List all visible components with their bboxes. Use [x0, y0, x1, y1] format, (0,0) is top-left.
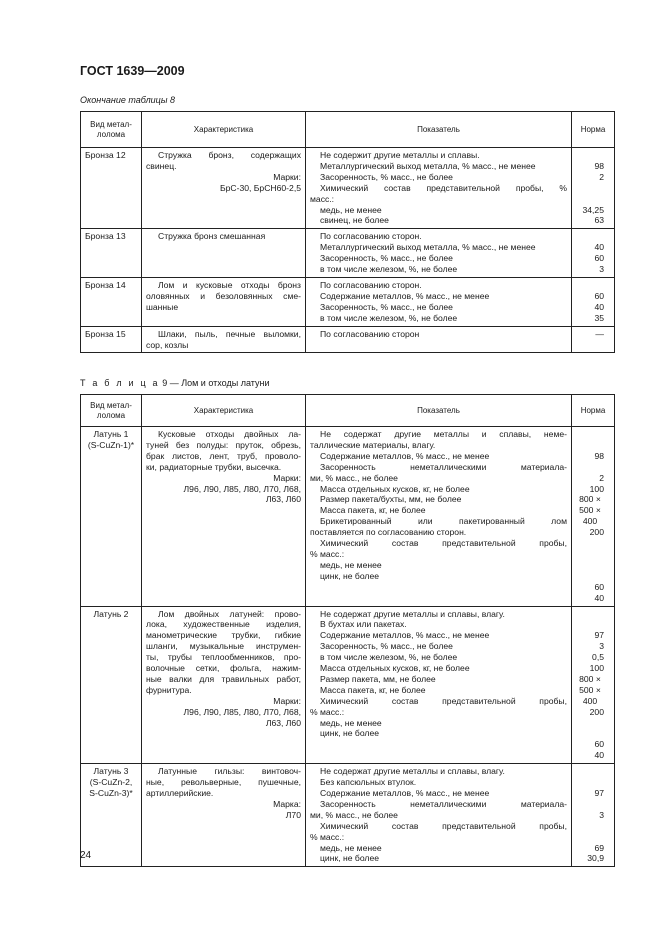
- doc-title: ГОСТ 1639—2009: [80, 64, 185, 78]
- text-line: Л96, Л90, Л85, Л80, Л70, Л68,: [183, 483, 301, 494]
- text-line: По согласованию сторон: [320, 328, 420, 339]
- text-line: в том числе железом, %, не более: [320, 652, 458, 663]
- text-line: Латунь 3: [93, 766, 129, 777]
- text-line: 2: [599, 171, 604, 182]
- cell-norm: [572, 148, 615, 229]
- text-line: Химический состав представительной пробы,: [320, 695, 567, 706]
- text-line: Л70: [285, 809, 301, 820]
- cell-indicator: [306, 148, 572, 229]
- text-line: [576, 718, 610, 729]
- table9-body: [81, 427, 615, 867]
- cell-indicator: [306, 764, 572, 867]
- text-line: Л96, Л90, Л85, Л80, Л70, Л68,: [183, 706, 301, 717]
- text-line: 100: [589, 663, 604, 674]
- text-line: Засоренность, % масс., не более: [320, 253, 453, 264]
- table-row: [81, 606, 615, 764]
- text-line: Металлургический выход металла, % масс., не менее: [320, 160, 536, 171]
- text-line: 60: [594, 253, 604, 264]
- text-line: 0,5: [592, 652, 604, 663]
- table-8: [80, 111, 615, 353]
- text-line: цинк, не более: [320, 570, 380, 581]
- col-header-char: Характеристика: [142, 112, 306, 148]
- text-line: 40: [594, 301, 604, 312]
- text-line: Марка:: [273, 798, 301, 809]
- text-line: 40: [594, 592, 604, 603]
- text-line: свинец, не более: [320, 215, 389, 226]
- cell-kind: Бронза 14: [81, 277, 142, 326]
- text-line: Л63, Л60: [265, 717, 301, 728]
- text-line: Стружка бронз, содержащих: [158, 150, 301, 160]
- text-line: Марки:: [273, 472, 301, 483]
- text-line: 35: [594, 312, 604, 323]
- text-line: Засоренность неметаллическими материала-: [320, 461, 567, 472]
- col-header-char: Характеристика: [142, 395, 306, 427]
- text-line: Содержание металлов, % масс., не менее: [320, 788, 490, 798]
- text-line: 30,9: [587, 853, 604, 864]
- text-line: масс.:: [310, 193, 335, 204]
- cell-norm: [572, 764, 615, 867]
- text-line: По согласованию сторон.: [320, 231, 422, 242]
- text-line: [576, 609, 610, 620]
- text-line: [576, 799, 610, 810]
- text-line: [576, 440, 610, 451]
- cell-indicator: [306, 229, 572, 278]
- text-line: Масса отдельных кусков, кг, не более: [320, 483, 470, 494]
- table-row: [81, 427, 615, 607]
- text-line: брак листов, лент, труб, проволо-: [146, 450, 301, 461]
- text-line: [576, 429, 610, 440]
- text-line: Содержание металлов, % масс., не менее: [320, 630, 490, 641]
- text-line: шланги, музыкальные инструмен-: [146, 641, 301, 652]
- text-line: 69: [594, 842, 604, 853]
- text-line: 97: [594, 788, 604, 798]
- text-line: 3: [599, 641, 604, 652]
- col-header-norm: Норма: [572, 395, 615, 427]
- text-line: Без капсюльных втулок.: [320, 777, 417, 788]
- col-header-ind: Показатель: [306, 112, 572, 148]
- cell-kind: [81, 606, 142, 764]
- text-line: лока, художественные изделия,: [146, 619, 301, 630]
- text-line: цинк, не более: [320, 853, 380, 864]
- text-line: 63: [594, 215, 604, 226]
- text-line: 98: [594, 450, 604, 461]
- text-line: По согласованию сторон.: [320, 279, 422, 290]
- text-line: Стружка бронз смешанная: [158, 231, 266, 242]
- text-line: Химический состав представительной пробы,: [320, 538, 567, 549]
- text-line: [576, 280, 610, 291]
- text-line: цинк, не более: [320, 728, 380, 739]
- text-line: [576, 462, 610, 473]
- text-line: 40: [594, 750, 604, 761]
- text-line: S-CuZn-3)*: [89, 788, 133, 798]
- text-line: Химический состав представительной пробы, %: [320, 182, 567, 193]
- text-line: Засоренность, % масс., не более: [320, 171, 453, 182]
- text-line: [576, 538, 610, 549]
- text-line: Масса пакета, кг, не более: [320, 684, 426, 695]
- text-line: сор, козлы: [146, 339, 189, 350]
- text-line: 60: [594, 581, 604, 592]
- text-line: поставляется по согласованию сторон.: [310, 527, 467, 538]
- cell-indicator: [306, 606, 572, 764]
- text-line: 60: [594, 290, 604, 301]
- text-line: (S-CuZn-2,: [89, 777, 133, 788]
- text-line: оловянных и безоловянных сме-: [146, 290, 301, 301]
- text-line: Металлургический выход металла, % масс., не менее: [320, 242, 536, 253]
- cell-indicator: [306, 326, 572, 353]
- text-line: 3: [599, 264, 604, 275]
- cell-norm: [572, 427, 615, 607]
- text-line: [576, 777, 610, 788]
- text-line: манометрические трубки, гибкие: [146, 630, 301, 641]
- text-line: Масса отдельных кусков, кг, не более: [320, 663, 470, 674]
- table-row: [81, 148, 615, 229]
- text-line: ки, радиаторные трубки, высечка.: [146, 461, 282, 472]
- text-line: 200: [589, 706, 604, 717]
- cell-kind: Бронза 12: [81, 148, 142, 229]
- text-line: в том числе железом, %, не более: [320, 264, 458, 275]
- text-line: туней без полуды: пруток, обрезь,: [146, 439, 301, 450]
- text-line: Лом двойных латуней: прово-: [158, 608, 301, 619]
- text-line: 100: [589, 483, 604, 494]
- cell-norm: [572, 277, 615, 326]
- text-line: 40: [594, 242, 604, 253]
- table-row: [81, 229, 615, 278]
- text-line: Лом и кусковые отходы бронз: [158, 279, 301, 290]
- col-header-kind: Вид метал- лолома: [81, 112, 142, 148]
- text-line: Марки:: [273, 695, 301, 706]
- text-line: свинец.: [146, 160, 177, 171]
- cell-indicator: [306, 277, 572, 326]
- text-line: ми, % масс., не более: [310, 809, 398, 820]
- text-line: [576, 194, 610, 205]
- text-line: 800 × 500 × 400: [579, 673, 601, 706]
- text-line: ные, револьверные, пушечные,: [146, 777, 301, 788]
- text-line: медь, не менее: [320, 717, 382, 728]
- col-header-kind: Вид метал- лолома: [81, 395, 142, 427]
- table-9: [80, 394, 615, 867]
- text-line: % масс.:: [310, 831, 345, 842]
- text-line: Не содержат другие металлы и сплавы, влагу.: [320, 608, 505, 619]
- text-line: 3: [599, 809, 604, 820]
- text-line: % масс.:: [310, 706, 345, 717]
- text-line: Кусковые отходы двойных ла-: [158, 429, 301, 439]
- text-line: Засоренность, % масс., не более: [320, 301, 453, 312]
- text-line: 200: [589, 527, 604, 538]
- text-line: [576, 832, 610, 843]
- cell-characteristic: [142, 229, 306, 278]
- cell-kind: [81, 427, 142, 607]
- text-line: 98: [594, 160, 604, 171]
- text-line: Размер пакета/бухты, мм, не более: [320, 494, 462, 505]
- cell-norm: [572, 229, 615, 278]
- table-row: [81, 326, 615, 353]
- cell-characteristic: [142, 148, 306, 229]
- page-number: 24: [80, 850, 92, 861]
- text-line: Л63, Л60: [265, 494, 301, 505]
- text-line: медь, не менее: [320, 559, 382, 570]
- text-line: фурнитура.: [146, 684, 192, 695]
- text-line: в том числе железом, %, не более: [320, 312, 458, 323]
- text-line: ные валки для травильных работ,: [146, 673, 301, 684]
- text-line: медь, не менее: [320, 842, 382, 853]
- text-line: артиллерийские.: [146, 788, 214, 798]
- col-header-ind: Показатель: [306, 395, 572, 427]
- cell-norm: [572, 326, 615, 353]
- cell-kind: Бронза 13: [81, 229, 142, 278]
- text-line: % масс.:: [310, 548, 345, 559]
- text-line: медь, не менее: [320, 204, 382, 215]
- text-line: ми, % масс., не более: [310, 472, 398, 483]
- text-line: Не содержит другие металлы и сплавы.: [320, 150, 480, 160]
- text-line: 2: [599, 472, 604, 483]
- table-row: [81, 764, 615, 867]
- text-line: —: [595, 328, 604, 339]
- cell-indicator: [306, 427, 572, 607]
- text-line: Масса пакета, кг, не более: [320, 505, 426, 516]
- text-line: Химический состав представительной пробы,: [320, 820, 567, 831]
- cell-characteristic: [142, 764, 306, 867]
- text-line: [576, 728, 610, 739]
- text-line: 97: [594, 630, 604, 641]
- text-line: (S-CuZn-1)*: [87, 439, 135, 450]
- text-line: [576, 150, 610, 161]
- text-line: [576, 183, 610, 194]
- text-line: шанные: [146, 301, 179, 312]
- text-line: [576, 619, 610, 630]
- text-line: [576, 549, 610, 560]
- text-line: волочные сетки, фольга, нажим-: [146, 663, 301, 674]
- text-line: Латунь 1: [93, 429, 129, 439]
- text-line: Шлаки, пыль, печные выломки,: [158, 328, 301, 339]
- cell-norm: [572, 606, 615, 764]
- cell-characteristic: [142, 326, 306, 353]
- table8-body: [81, 148, 615, 353]
- cell-kind: Бронза 15: [81, 326, 142, 353]
- text-line: Содержание металлов, % масс., не менее: [320, 290, 490, 301]
- cell-characteristic: [142, 606, 306, 764]
- text-line: Латунь 2: [93, 608, 129, 619]
- text-line: Марки:: [273, 171, 301, 182]
- text-line: таллические материалы, влагу.: [310, 439, 436, 450]
- table8-caption: Окончание таблицы 8: [80, 95, 175, 105]
- table-row: [81, 277, 615, 326]
- text-line: Засоренность, % масс., не более: [320, 641, 453, 652]
- text-line: [576, 560, 610, 571]
- text-line: Не содержат другие металлы и сплавы, влагу.: [320, 766, 505, 777]
- text-line: 800 × 500 × 400: [579, 494, 601, 527]
- col-header-norm: Норма: [572, 112, 615, 148]
- text-line: 34,25: [582, 204, 604, 215]
- text-line: Засоренность неметаллическими материала-: [320, 798, 567, 809]
- text-line: [576, 766, 610, 777]
- cell-characteristic: [142, 277, 306, 326]
- text-line: ты, трубы теплообменников, про-: [146, 652, 301, 663]
- text-line: [576, 571, 610, 582]
- text-line: БрС-30, БрСН60-2,5: [219, 182, 301, 193]
- text-line: Размер пакета, мм, не более: [320, 673, 436, 684]
- cell-characteristic: [142, 427, 306, 607]
- text-line: Латунные гильзы: винтовоч-: [158, 766, 301, 777]
- text-line: Не содержат другие металлы и сплавы, неме-: [320, 429, 567, 439]
- text-line: 60: [594, 739, 604, 750]
- table9-caption: Т а б л и ц а 9 — Лом и отходы латуни: [80, 378, 270, 388]
- text-line: [576, 821, 610, 832]
- text-line: Содержание металлов, % масс., не менее: [320, 450, 490, 461]
- text-line: В бухтах или пакетах.: [320, 619, 407, 630]
- text-line: Брикетированный или пакетированный лом: [320, 516, 567, 527]
- text-line: [576, 231, 610, 242]
